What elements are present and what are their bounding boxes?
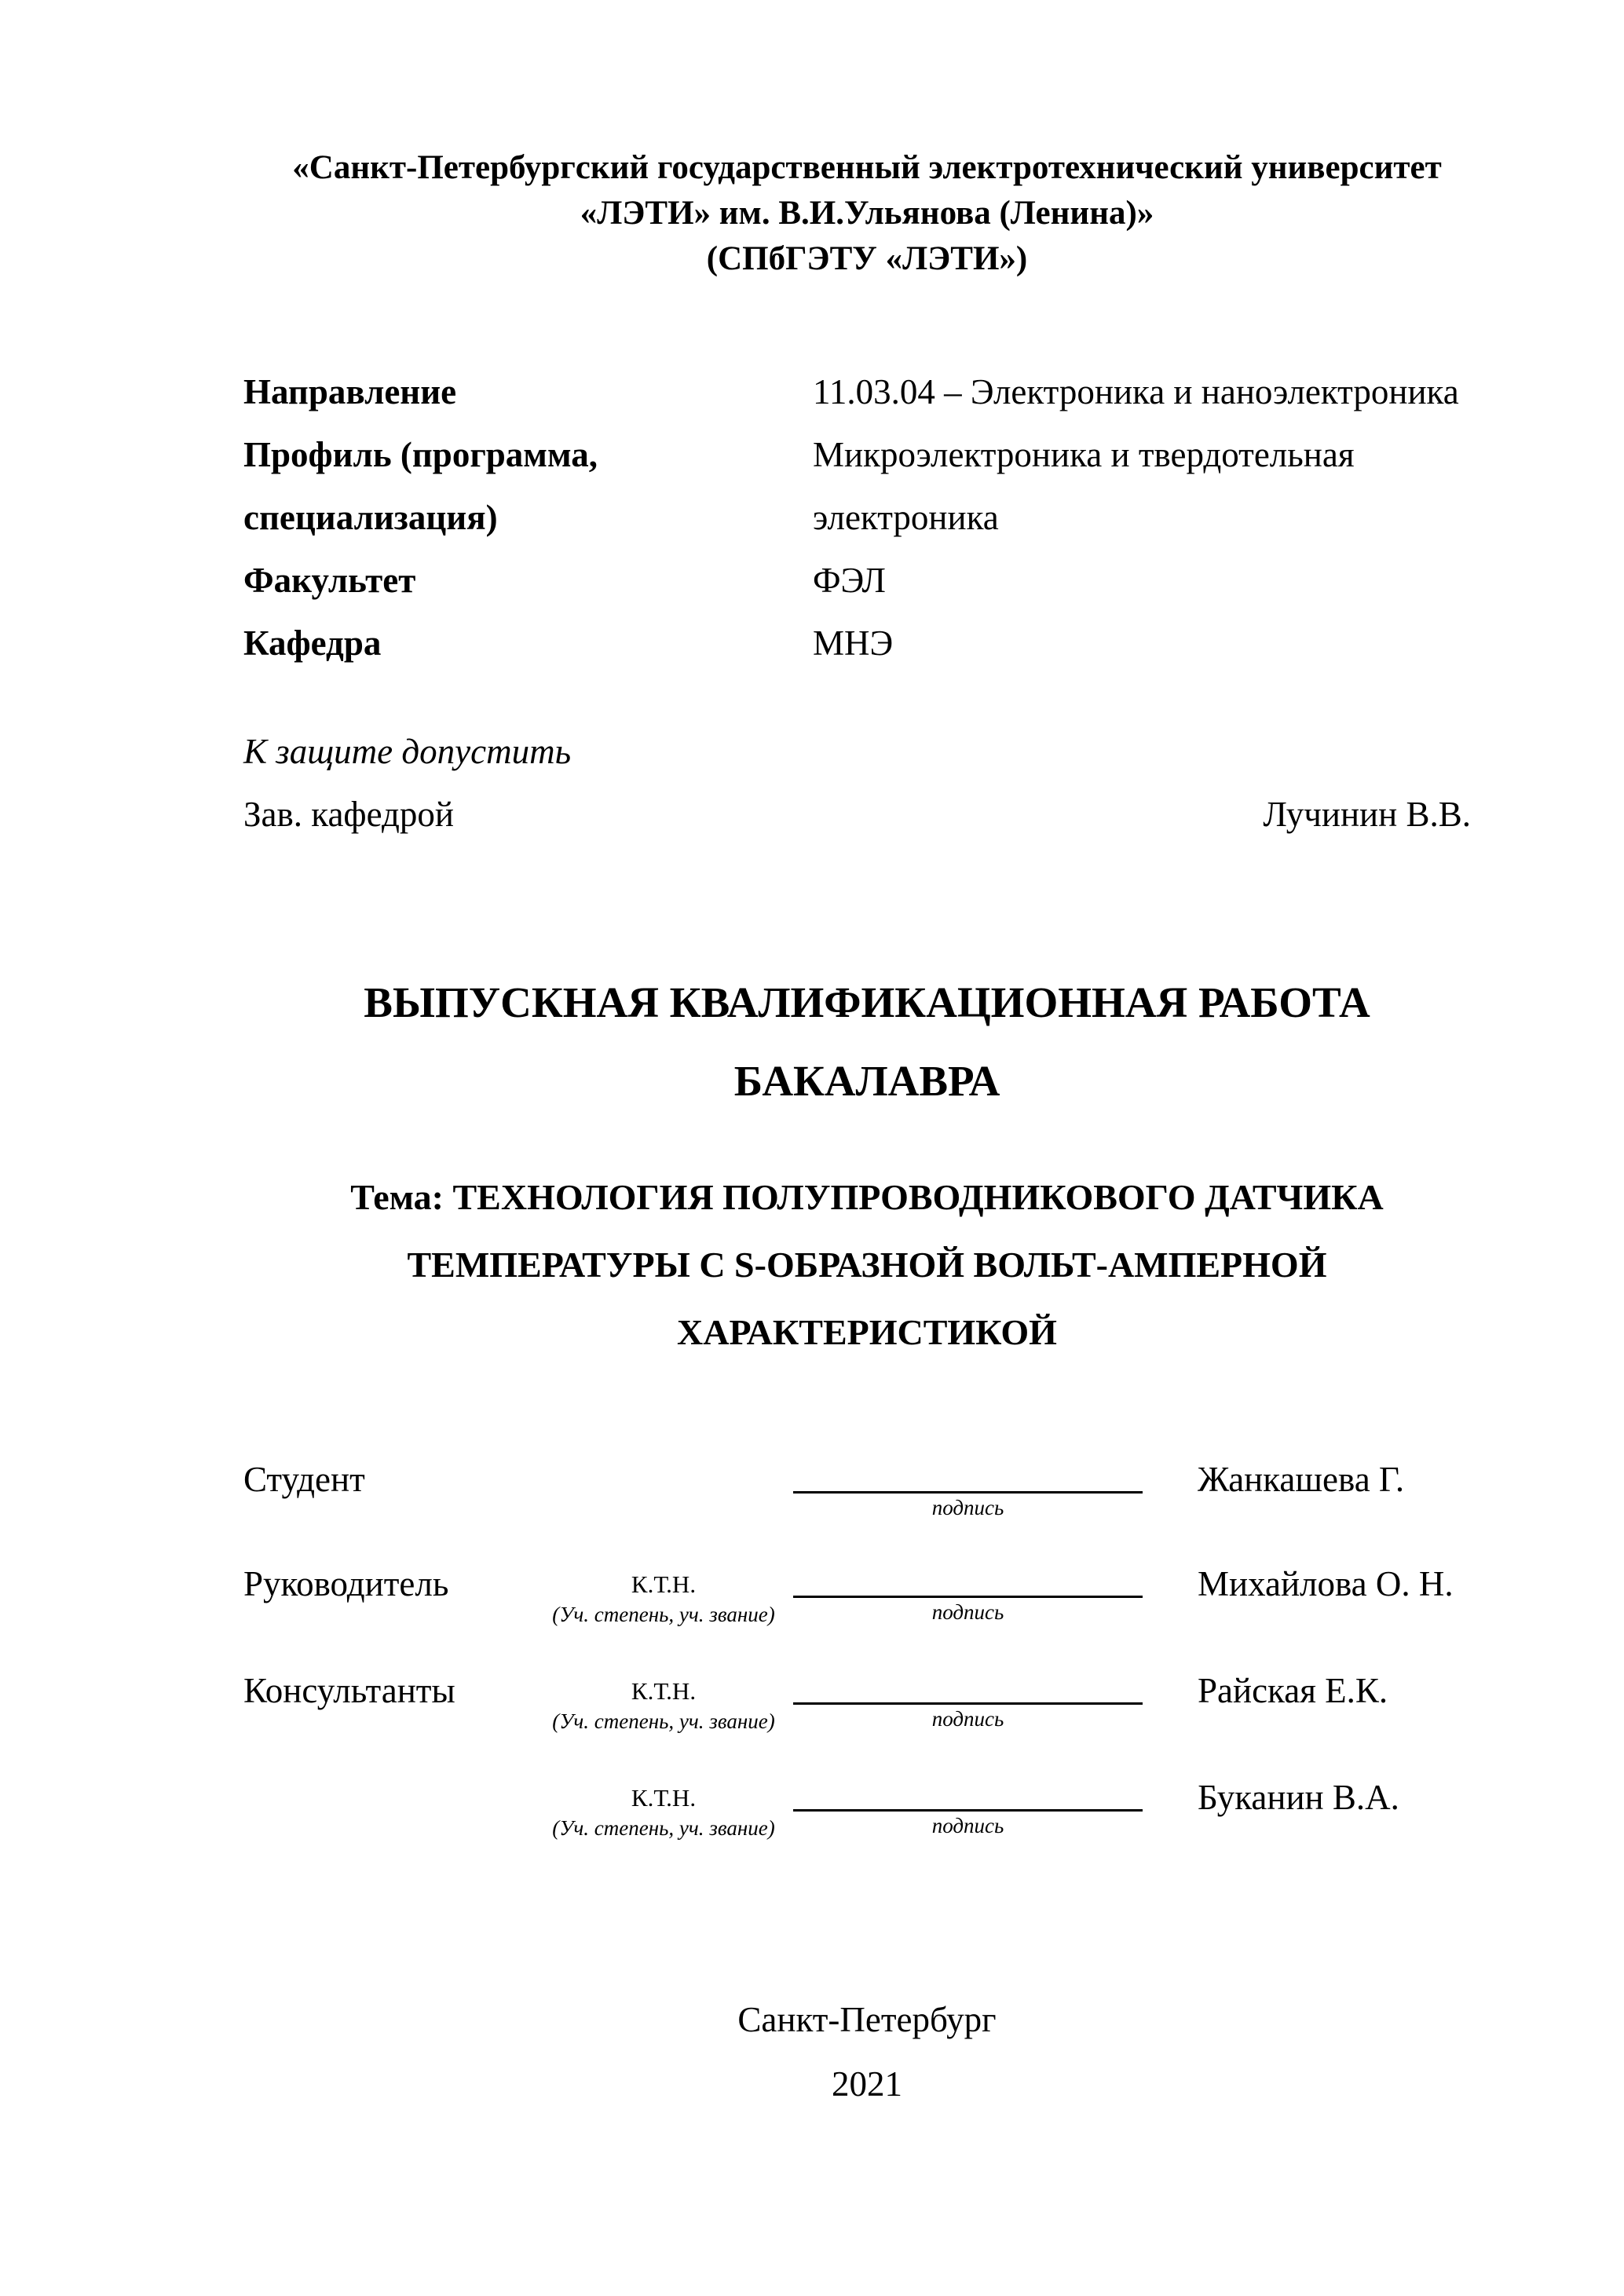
topic-text: ТЕХНОЛОГИЯ ПОЛУПРОВОДНИКОВОГО ДАТЧИКА ТЕМПЕРАТУРЫ С S-ОБРАЗНОЙ ВОЛЬТ-АМПЕРНОЙ ХАРАКТЕРИСТИКОЙ xyxy=(407,1177,1384,1352)
department-head-row xyxy=(243,783,1490,846)
signature-name: Жанкашева Г. xyxy=(1198,1460,1405,1499)
info-label-department: Кафедра xyxy=(243,623,382,663)
signature-caption: подпись xyxy=(931,1814,1004,1837)
university-header xyxy=(243,145,1490,282)
signature-line xyxy=(793,1775,1143,1812)
info-value-direction: 11.03.04 – Электроника и наноэлектроника xyxy=(813,372,1459,411)
footer-city: Санкт-Петербург xyxy=(737,2000,997,2039)
signature-name: Буканин В.А. xyxy=(1198,1778,1399,1817)
signature-name: Михайлова О. Н. xyxy=(1198,1564,1454,1603)
thesis-title-line1: ВЫПУСКНАЯ КВАЛИФИКАЦИОННАЯ РАБОТА xyxy=(364,978,1370,1026)
footer-year: 2021 xyxy=(832,2064,902,2104)
university-abbreviation: (СПбГЭТУ «ЛЭТИ») xyxy=(706,240,1028,277)
info-row-faculty xyxy=(243,549,1490,612)
signature-caption: подпись xyxy=(931,1600,1004,1624)
signature-role: Консультанты xyxy=(243,1671,455,1710)
info-value-faculty: ФЭЛ xyxy=(813,561,886,600)
signature-row-student xyxy=(243,1457,1490,1522)
topic-label: Тема: xyxy=(350,1177,444,1217)
signature-name: Райская Е.К. xyxy=(1198,1671,1388,1710)
signature-role: Руководитель xyxy=(243,1564,449,1603)
signature-row-consultant-1 xyxy=(243,1668,1490,1735)
info-value-profile: Микроэлектроника и твердотельная электроника xyxy=(813,435,1355,537)
degree-caption: (Уч. степень, уч. звание) xyxy=(552,1816,775,1840)
signature-field xyxy=(793,1668,1143,1733)
info-label-faculty: Факультет xyxy=(243,561,416,600)
approval-block xyxy=(243,720,1490,846)
program-info xyxy=(243,360,1490,675)
signatures-block xyxy=(243,1457,1490,1842)
signature-degree xyxy=(534,1668,793,1735)
thesis-topic xyxy=(243,1164,1490,1366)
signature-field xyxy=(793,1775,1143,1840)
signature-line xyxy=(793,1457,1143,1493)
degree-value: К.Т.Н. xyxy=(631,1784,697,1812)
university-name-line2: «ЛЭТИ» им. В.И.Ульянова (Ленина)» xyxy=(580,195,1154,232)
signature-degree xyxy=(534,1561,793,1629)
signature-field xyxy=(793,1457,1143,1522)
info-row-profile xyxy=(243,423,1490,549)
info-row-department xyxy=(243,612,1490,675)
info-label-direction: Направление xyxy=(243,372,457,411)
info-value-department: МНЭ xyxy=(813,623,894,663)
degree-value: К.Т.Н. xyxy=(631,1570,697,1598)
degree-caption: (Уч. степень, уч. звание) xyxy=(552,1709,775,1733)
signature-caption: подпись xyxy=(931,1496,1004,1519)
thesis-main-title xyxy=(243,963,1490,1121)
signature-degree xyxy=(534,1775,793,1842)
university-name-line1: «Санкт-Петербургский государственный электротехнический университет xyxy=(292,149,1442,186)
degree-value: К.Т.Н. xyxy=(631,1677,697,1705)
department-head-name: Лучинин В.В. xyxy=(1263,795,1471,834)
signature-row-consultant-2 xyxy=(243,1775,1490,1842)
info-label-profile: Профиль (программа, специализация) xyxy=(243,435,598,537)
department-head-label: Зав. кафедрой xyxy=(243,795,454,834)
signature-field xyxy=(793,1561,1143,1626)
signature-role: Студент xyxy=(243,1460,365,1499)
admit-to-defense-line: К защите допустить xyxy=(243,732,572,771)
signature-caption: подпись xyxy=(931,1707,1004,1731)
signature-line xyxy=(793,1561,1143,1598)
signature-line xyxy=(793,1668,1143,1705)
footer-block xyxy=(243,1987,1490,2116)
info-row-direction xyxy=(243,360,1490,423)
degree-caption: (Уч. степень, уч. звание) xyxy=(552,1603,775,1626)
thesis-title-line2: БАКАЛАВРА xyxy=(733,1057,1000,1105)
signature-row-supervisor xyxy=(243,1561,1490,1629)
